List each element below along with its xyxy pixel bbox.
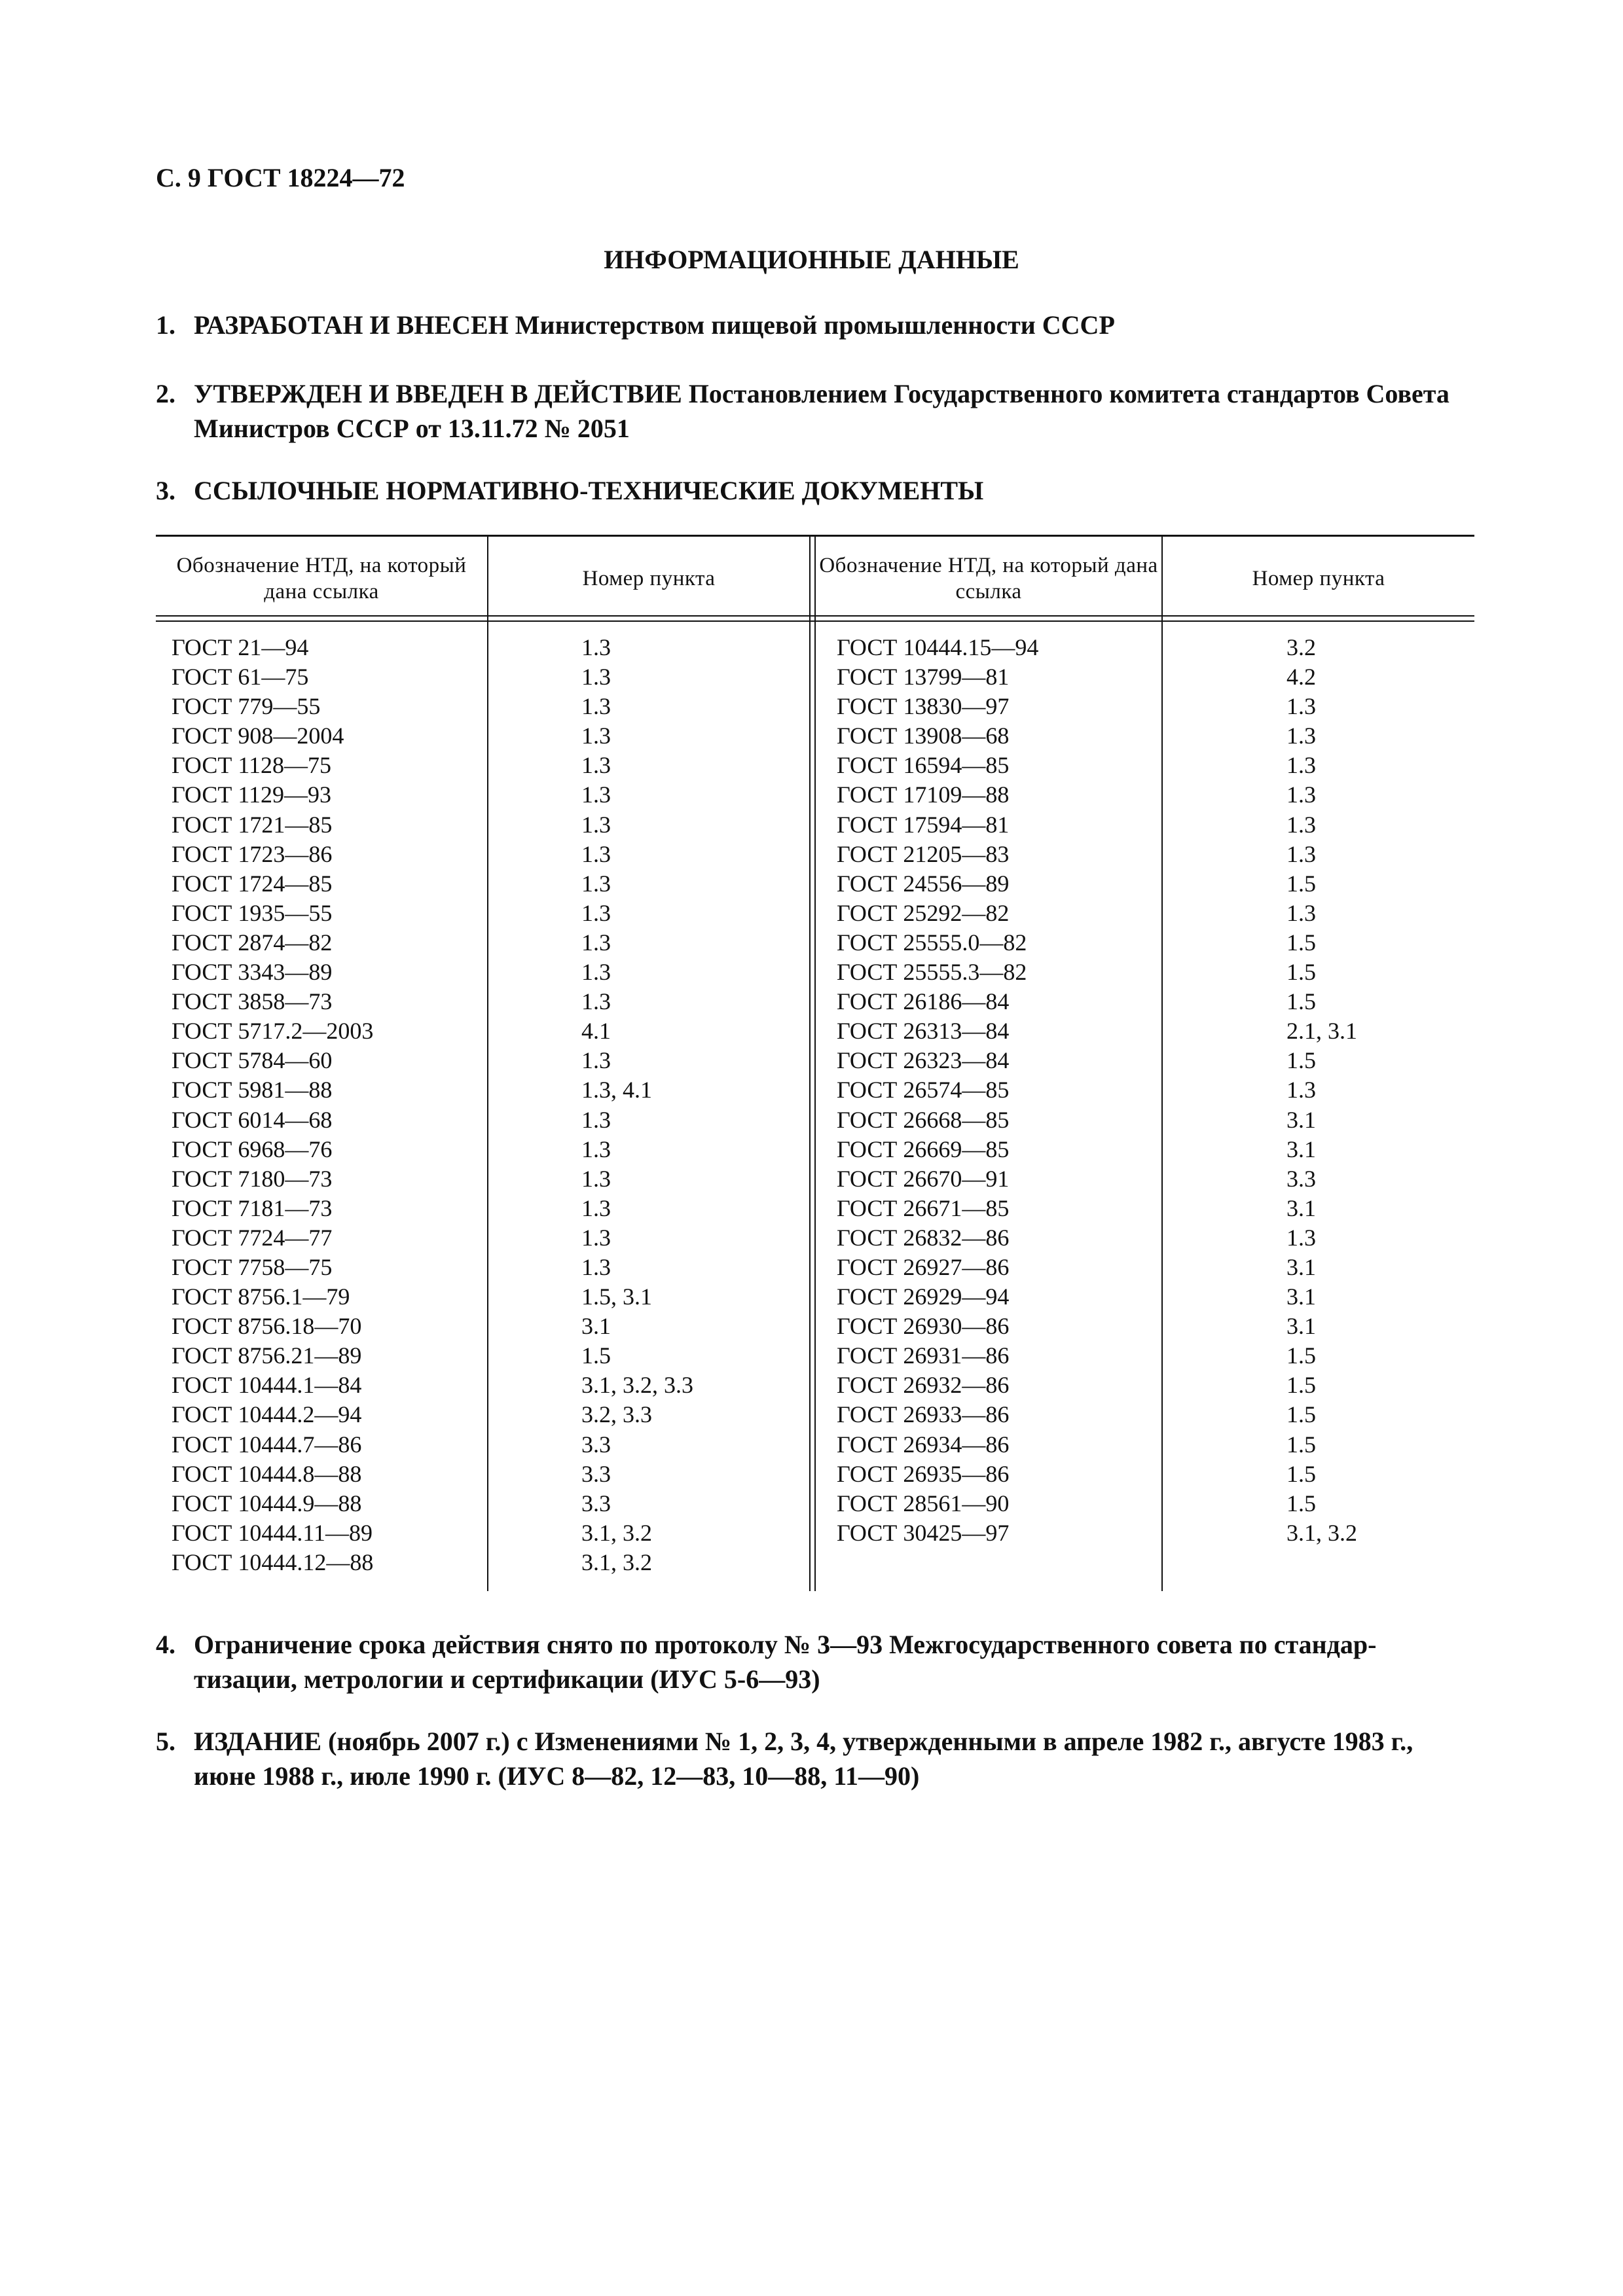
left-doc-cell: ГОСТ 61—75 (172, 664, 309, 691)
right-doc-cell: ГОСТ 28561—90 (837, 1490, 1010, 1516)
left-doc-cell: ГОСТ 1128—75 (172, 752, 332, 779)
reference-documents-table (156, 535, 1474, 1591)
left-clause-cell: 1.3 (581, 723, 611, 749)
right-doc-cell: ГОСТ 26933—86 (837, 1401, 1010, 1428)
left-clause-cell: 3.2, 3.3 (581, 1401, 652, 1428)
right-doc-cell: ГОСТ 26574—85 (837, 1077, 1010, 1103)
info-item-4 (156, 1627, 1478, 1696)
right-doc-cell: ГОСТ 26323—84 (837, 1047, 1010, 1074)
right-doc-cell: ГОСТ 26671—85 (837, 1194, 1010, 1221)
right-doc-cell: ГОСТ 17109—88 (837, 781, 1010, 808)
left-doc-cell: ГОСТ 1129—93 (172, 781, 332, 808)
right-clause-cell: 1.5 (1286, 1342, 1316, 1369)
left-doc-cell: ГОСТ 10444.1—84 (172, 1372, 362, 1399)
left-clause-cell: 1.3 (581, 752, 611, 779)
left-doc-cell: ГОСТ 10444.11—89 (172, 1519, 373, 1546)
right-doc-cell: ГОСТ 24556—89 (837, 870, 1010, 897)
right-clause-cell: 3.1 (1286, 1136, 1316, 1162)
info-item-2 (156, 376, 1478, 446)
left-clause-cell: 3.3 (581, 1490, 611, 1516)
left-clause-cell: 1.5 (581, 1342, 611, 1369)
left-doc-cell: ГОСТ 7724—77 (172, 1224, 333, 1251)
left-doc-cell: ГОСТ 2874—82 (172, 929, 333, 956)
left-doc-cell: ГОСТ 10444.7—86 (172, 1431, 362, 1458)
right-clause-cell: 1.5 (1286, 1047, 1316, 1074)
left-doc-cell: ГОСТ 7180—73 (172, 1165, 333, 1192)
right-clause-cell: 1.3 (1286, 723, 1316, 749)
left-clause-cell: 1.3 (581, 840, 611, 867)
right-doc-cell: ГОСТ 13830—97 (837, 693, 1010, 720)
left-doc-cell: ГОСТ 3858—73 (172, 988, 333, 1015)
right-clause-cell: 3.1 (1286, 1106, 1316, 1133)
left-clause-cell: 3.1, 3.2 (581, 1549, 652, 1575)
header-doc-left: Обозначение НТД, на который дана ссылка (176, 554, 467, 603)
right-doc-cell: ГОСТ 26669—85 (837, 1136, 1010, 1162)
left-clause-cell: 1.3 (581, 1047, 611, 1074)
left-doc-cell: ГОСТ 5784—60 (172, 1047, 333, 1074)
info-item-3 (156, 473, 1478, 508)
right-clause-cell: 1.3 (1286, 811, 1316, 838)
left-doc-cell: ГОСТ 8756.1—79 (172, 1283, 350, 1310)
page-header: С. 9 ГОСТ 18224—72 (156, 163, 405, 192)
left-clause-cell: 1.3 (581, 1194, 611, 1221)
left-doc-cell: ГОСТ 5717.2—2003 (172, 1018, 374, 1045)
left-clause-cell: 1.3 (581, 1165, 611, 1192)
right-clause-cell: 2.1, 3.1 (1286, 1018, 1357, 1045)
right-clause-cell: 1.3 (1286, 840, 1316, 867)
left-doc-cell: ГОСТ 1723—86 (172, 840, 333, 867)
right-doc-cell: ГОСТ 16594—85 (837, 752, 1010, 779)
right-doc-cell: ГОСТ 26935—86 (837, 1460, 1010, 1487)
left-doc-cell: ГОСТ 8756.18—70 (172, 1313, 362, 1340)
left-clause-cell: 1.3 (581, 634, 611, 660)
right-doc-cell: ГОСТ 26929—94 (837, 1283, 1010, 1310)
right-doc-column (837, 633, 1038, 1548)
left-doc-cell: ГОСТ 10444.12—88 (172, 1549, 374, 1575)
right-doc-cell: ГОСТ 26930—86 (837, 1313, 1010, 1340)
left-clause-cell: 1.3, 4.1 (581, 1077, 652, 1103)
right-clause-column (1286, 633, 1357, 1548)
left-clause-cell: 1.3 (581, 929, 611, 956)
item-text: Министерством пищевой промышленности СССР (508, 310, 1115, 340)
right-clause-cell: 1.3 (1286, 781, 1316, 808)
left-clause-cell: 3.3 (581, 1431, 611, 1458)
right-doc-cell: ГОСТ 13799—81 (837, 664, 1010, 691)
info-item-5 (156, 1724, 1478, 1793)
left-clause-cell: 1.3 (581, 1253, 611, 1280)
right-clause-cell: 1.5 (1286, 1490, 1316, 1516)
left-clause-cell: 1.3 (581, 1106, 611, 1133)
left-clause-cell: 1.3 (581, 693, 611, 720)
left-clause-cell: 1.3 (581, 1224, 611, 1251)
left-clause-cell: 1.3 (581, 988, 611, 1015)
left-doc-cell: ГОСТ 10444.2—94 (172, 1401, 362, 1428)
header-clause-left: Номер пункта (582, 567, 716, 590)
header-clause-right: Номер пункта (1252, 567, 1385, 590)
left-doc-cell: ГОСТ 779—55 (172, 693, 321, 720)
right-clause-cell: 3.1 (1286, 1313, 1316, 1340)
left-clause-cell: 1.3 (581, 959, 611, 986)
right-clause-cell: 1.3 (1286, 899, 1316, 926)
document-title: ИНФОРМАЦИОННЫЕ ДАННЫЕ (604, 245, 1019, 274)
column-divider-double-b (814, 537, 816, 1591)
right-clause-cell: 4.2 (1286, 664, 1316, 691)
column-divider (487, 537, 488, 1591)
item-text: Ограничение срока действия снято по протоколу № 3—93 Межгосударственного совета по стандар-тизации, метрологии и сертификации (ИУС 5-6—93) (194, 1630, 1377, 1694)
item-text: (ноябрь 2007 г.) с Изменениями № 1, 2, 3, 4, утвержденными в апреле 1982 г., августе 1983 г., июне 1988 г., июле 1990 г. (ИУС 8—82, 12—83, 10—88, 11—90) (194, 1727, 1413, 1791)
left-doc-cell: ГОСТ 1935—55 (172, 899, 333, 926)
right-clause-cell: 1.5 (1286, 929, 1316, 956)
left-doc-cell: ГОСТ 10444.9—88 (172, 1490, 362, 1516)
right-doc-cell: ГОСТ 26934—86 (837, 1431, 1010, 1458)
right-doc-cell: ГОСТ 26927—86 (837, 1253, 1010, 1280)
right-doc-cell: ГОСТ 26832—86 (837, 1224, 1010, 1251)
left-doc-cell: ГОСТ 8756.21—89 (172, 1342, 362, 1369)
right-clause-cell: 1.3 (1286, 1077, 1316, 1103)
column-divider-double-a (809, 537, 811, 1591)
left-clause-cell: 3.1, 3.2, 3.3 (581, 1372, 693, 1399)
left-doc-cell: ГОСТ 5981—88 (172, 1077, 333, 1103)
left-clause-cell: 1.3 (581, 1136, 611, 1162)
left-clause-cell: 1.3 (581, 781, 611, 808)
right-clause-cell: 1.5 (1286, 1401, 1316, 1428)
left-clause-column (581, 633, 693, 1577)
item-number: 4. (156, 1630, 175, 1659)
item-lead: ССЫЛОЧНЫЕ НОРМАТИВНО-ТЕХНИЧЕСКИЕ ДОКУМЕНТЫ (194, 476, 984, 505)
right-clause-cell: 3.1 (1286, 1253, 1316, 1280)
left-doc-column (172, 633, 373, 1577)
right-doc-cell: ГОСТ 26670—91 (837, 1165, 1010, 1192)
left-clause-cell: 3.1, 3.2 (581, 1519, 652, 1546)
right-clause-cell: 3.1 (1286, 1194, 1316, 1221)
info-item-1 (156, 308, 1478, 342)
left-clause-cell: 4.1 (581, 1018, 611, 1045)
right-clause-cell: 1.5 (1286, 1460, 1316, 1487)
item-number: 5. (156, 1727, 175, 1756)
left-doc-cell: ГОСТ 6014—68 (172, 1106, 333, 1133)
right-clause-cell: 1.3 (1286, 693, 1316, 720)
left-doc-cell: ГОСТ 7181—73 (172, 1194, 333, 1221)
right-doc-cell: ГОСТ 10444.15—94 (837, 634, 1039, 660)
right-doc-cell: ГОСТ 13908—68 (837, 723, 1010, 749)
header-doc-right: Обозначение НТД, на который дана ссылка (819, 554, 1158, 603)
right-clause-cell: 1.5 (1286, 1372, 1316, 1399)
item-number: 2. (156, 379, 175, 408)
right-doc-cell: ГОСТ 26668—85 (837, 1106, 1010, 1133)
left-doc-cell: ГОСТ 7758—75 (172, 1253, 333, 1280)
right-doc-cell: ГОСТ 17594—81 (837, 811, 1010, 838)
left-doc-cell: ГОСТ 1724—85 (172, 870, 333, 897)
right-clause-cell: 3.3 (1286, 1165, 1316, 1192)
right-doc-cell: ГОСТ 30425—97 (837, 1519, 1010, 1546)
right-doc-cell: ГОСТ 26186—84 (837, 988, 1010, 1015)
right-doc-cell: ГОСТ 26932—86 (837, 1372, 1010, 1399)
left-doc-cell: ГОСТ 3343—89 (172, 959, 333, 986)
right-clause-cell: 1.5 (1286, 988, 1316, 1015)
item-lead: ИЗДАНИЕ (194, 1727, 322, 1756)
left-clause-cell: 3.3 (581, 1460, 611, 1487)
right-clause-cell: 1.5 (1286, 870, 1316, 897)
right-clause-cell: 1.3 (1286, 752, 1316, 779)
left-doc-cell: ГОСТ 908—2004 (172, 723, 344, 749)
item-lead: УТВЕРЖДЕН И ВВЕДЕН В ДЕЙСТВИЕ (194, 379, 682, 408)
right-doc-cell: ГОСТ 26931—86 (837, 1342, 1010, 1369)
column-divider (1161, 537, 1163, 1591)
right-clause-cell: 1.3 (1286, 1224, 1316, 1251)
left-clause-cell: 1.5, 3.1 (581, 1283, 652, 1310)
item-number: 1. (156, 310, 175, 340)
right-doc-cell: ГОСТ 25555.0—82 (837, 929, 1027, 956)
right-clause-cell: 3.1, 3.2 (1286, 1519, 1357, 1546)
item-lead: РАЗРАБОТАН И ВНЕСЕН (194, 310, 509, 340)
left-doc-cell: ГОСТ 10444.8—88 (172, 1460, 362, 1487)
item-number: 3. (156, 476, 175, 505)
left-clause-cell: 3.1 (581, 1313, 611, 1340)
right-doc-cell: ГОСТ 25555.3—82 (837, 959, 1027, 986)
right-clause-cell: 3.1 (1286, 1283, 1316, 1310)
left-doc-cell: ГОСТ 21—94 (172, 634, 309, 660)
right-clause-cell: 1.5 (1286, 1431, 1316, 1458)
item-text: Постановлением Государственного комитета стандартов Совета Министров СССР от 13.11.72 № 2051 (194, 379, 1450, 443)
right-doc-cell: ГОСТ 26313—84 (837, 1018, 1010, 1045)
left-doc-cell: ГОСТ 1721—85 (172, 811, 333, 838)
left-doc-cell: ГОСТ 6968—76 (172, 1136, 333, 1162)
left-clause-cell: 1.3 (581, 811, 611, 838)
right-clause-cell: 1.5 (1286, 959, 1316, 986)
left-clause-cell: 1.3 (581, 664, 611, 691)
right-doc-cell: ГОСТ 21205—83 (837, 840, 1010, 867)
right-clause-cell: 3.2 (1286, 634, 1316, 660)
left-clause-cell: 1.3 (581, 870, 611, 897)
right-doc-cell: ГОСТ 25292—82 (837, 899, 1010, 926)
left-clause-cell: 1.3 (581, 899, 611, 926)
